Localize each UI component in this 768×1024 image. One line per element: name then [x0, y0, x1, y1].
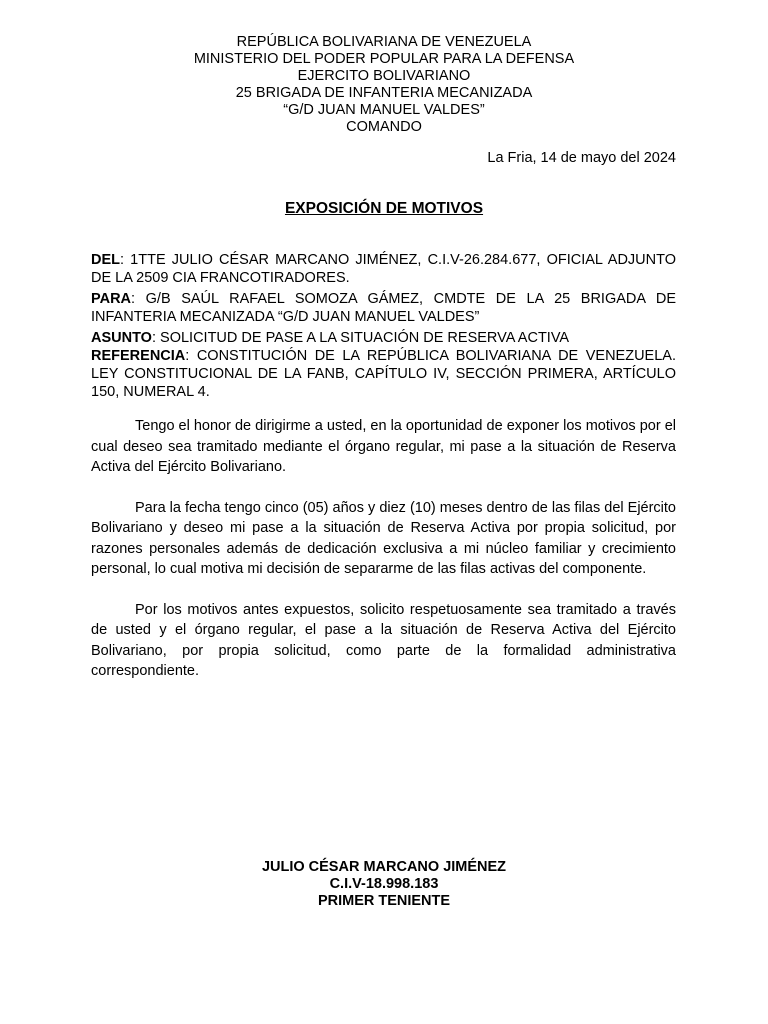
- letter-body: [91, 416, 676, 702]
- letterhead-line-brigade: 25 BRIGADA DE INFANTERIA MECANIZADA: [235, 85, 533, 101]
- memo-reference: [91, 347, 676, 401]
- document-date: La Fria, 14 de mayo del 2024: [487, 150, 676, 166]
- letterhead-line-brigade-name: “G/D JUAN MANUEL VALDES”: [283, 102, 485, 118]
- body-paragraph: Tengo el honor de dirigirme a usted, en la oportunidad de exponer los motivos por el cual deseo sea tramitado mediante el órgano regular, mi pase a la situación de Reserva Activa del Ejército Bolivariano.: [91, 418, 676, 475]
- signer-id: C.I.V-18.998.183: [329, 876, 439, 892]
- memo-to: [91, 290, 676, 326]
- signer-name: JULIO CÉSAR MARCANO JIMÉNEZ: [261, 859, 507, 875]
- signature-block: [0, 859, 768, 910]
- memo-reference-text: : CONSTITUCIÓN DE LA REPÚBLICA BOLIVARIANA DE VENEZUELA. LEY CONSTITUCIONAL DE LA FANB, CAPÍTULO IV, SECCIÓN PRIMERA, ARTÍCULO 150, NUMERAL 4.: [91, 348, 676, 400]
- letterhead-line-country: REPÚBLICA BOLIVARIANA DE VENEZUELA: [236, 34, 532, 50]
- document-title: EXPOSICIÓN DE MOTIVOS: [284, 200, 484, 217]
- letterhead: [0, 34, 768, 136]
- memo-to-label: PARA: [91, 291, 132, 307]
- memo-from: [91, 251, 676, 287]
- letterhead-line-ministry: MINISTERIO DEL PODER POPULAR PARA LA DEFENSA: [193, 51, 575, 67]
- body-paragraph: Para la fecha tengo cinco (05) años y diez (10) meses dentro de las filas del Ejército Bolivariano y deseo mi pase a la situación de Reserva Activa por propia solicitud, por razones personales además de dedicación exclusiva a mi núcleo familiar y crecimiento personal, lo cual motiva mi decisión de separarme de las filas activas del componente.: [91, 499, 676, 577]
- memo-to-text: : G/B SAÚL RAFAEL SOMOZA GÁMEZ, CMDTE DE LA 25 BRIGADA DE INFANTERIA MECANIZADA “G/D JUAN MANUEL VALDES”: [91, 291, 676, 325]
- letterhead-line-army: EJERCITO BOLIVARIANO: [297, 68, 471, 84]
- signer-rank: PRIMER TENIENTE: [317, 893, 451, 909]
- memo-subject-text: : SOLICITUD DE PASE A LA SITUACIÓN DE RESERVA ACTIVA: [151, 330, 570, 346]
- memo-reference-label: REFERENCIA: [91, 348, 186, 364]
- memo-from-label: DEL: [91, 252, 120, 268]
- body-paragraph: Por los motivos antes expuestos, solicito respetuosamente sea tramitado a través de usted y el órgano regular, el pase a la situación de Reserva Activa del Ejército Bolivariano, por propia solicitud, como parte de la formalidad administrativa correspondiente.: [91, 601, 676, 679]
- memo-from-text: : 1TTE JULIO CÉSAR MARCANO JIMÉNEZ, C.I.V-26.284.677, OFICIAL ADJUNTO DE LA 2509 CIA FRANCOTIRADORES.: [91, 252, 676, 286]
- memo-subject-label: ASUNTO: [91, 330, 152, 346]
- memo-subject: [91, 329, 676, 347]
- memo-header: [91, 251, 676, 401]
- letterhead-line-command: COMANDO: [346, 119, 422, 135]
